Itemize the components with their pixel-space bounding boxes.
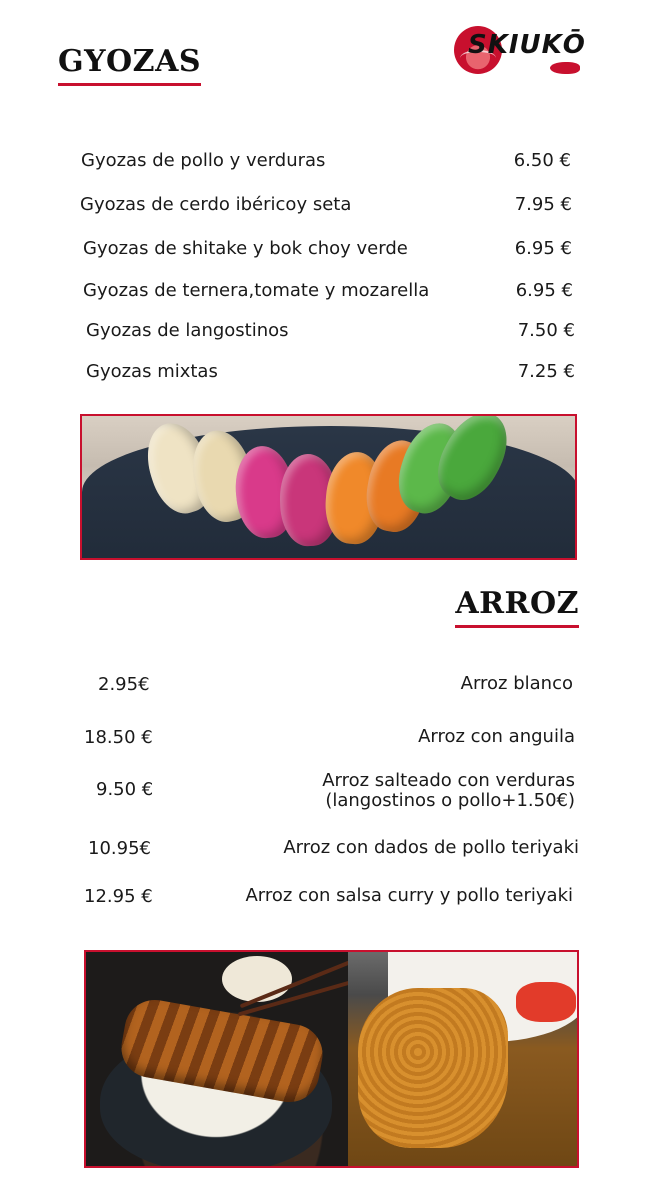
menu-item-price: 6.95 € — [514, 238, 572, 259]
menu-item-name: Gyozas de pollo y verduras — [81, 150, 326, 171]
arroz-section-title: ARROZ — [455, 586, 579, 628]
menu-item — [0, 150, 655, 174]
eel-rice-bowl-image — [86, 952, 348, 1166]
katsu-shape — [358, 988, 508, 1148]
menu-item-price: 2.95€ — [98, 674, 150, 695]
pickle-shape — [516, 982, 576, 1022]
menu-item — [0, 320, 655, 344]
arroz-photo — [84, 950, 579, 1168]
menu-item-price: 12.95 € — [84, 886, 153, 907]
menu-item — [0, 280, 655, 304]
menu-item-price: 6.95 € — [515, 280, 573, 301]
menu-item-price: 7.95 € — [514, 194, 572, 215]
menu-item-name: Arroz con dados de pollo teriyaki — [283, 837, 579, 858]
menu-item-price: 7.25 € — [517, 361, 575, 382]
menu-item-name: Gyozas de ternera,tomate y mozarella — [83, 280, 430, 301]
menu-item-price: 10.95€ — [88, 838, 151, 859]
logo-fish-icon — [550, 62, 580, 74]
menu-item-price: 18.50 € — [84, 727, 153, 748]
katsu-curry-image — [348, 952, 579, 1166]
restaurant-logo — [446, 20, 586, 82]
menu-item-name: Arroz con anguila — [418, 726, 575, 747]
menu-item-price: 7.50 € — [517, 320, 575, 341]
menu-item — [0, 238, 655, 262]
menu-item-name: Gyozas de shitake y bok choy verde — [83, 238, 408, 259]
menu-item-name: Gyozas de cerdo ibéricoy seta — [80, 194, 352, 215]
menu-item-name: Gyozas de langostinos — [86, 320, 289, 341]
gyozas-section-title: GYOZAS — [58, 44, 201, 86]
logo-text: SKIUKŌ — [468, 30, 586, 60]
menu-item-name: Arroz salteado con verduras (langostinos o pollo+1.50€) — [322, 770, 575, 811]
menu-item-name: Arroz blanco — [460, 673, 573, 694]
menu-item-price: 9.50 € — [96, 779, 154, 800]
menu-item-name: Arroz con salsa curry y pollo teriyaki — [245, 885, 573, 906]
menu-item — [0, 361, 655, 385]
menu-item-name: Gyozas mixtas — [86, 361, 218, 382]
menu-item — [0, 194, 655, 218]
menu-item-price: 6.50 € — [513, 150, 571, 171]
gyozas-photo — [80, 414, 577, 560]
rice-bite-shape — [222, 956, 292, 1002]
